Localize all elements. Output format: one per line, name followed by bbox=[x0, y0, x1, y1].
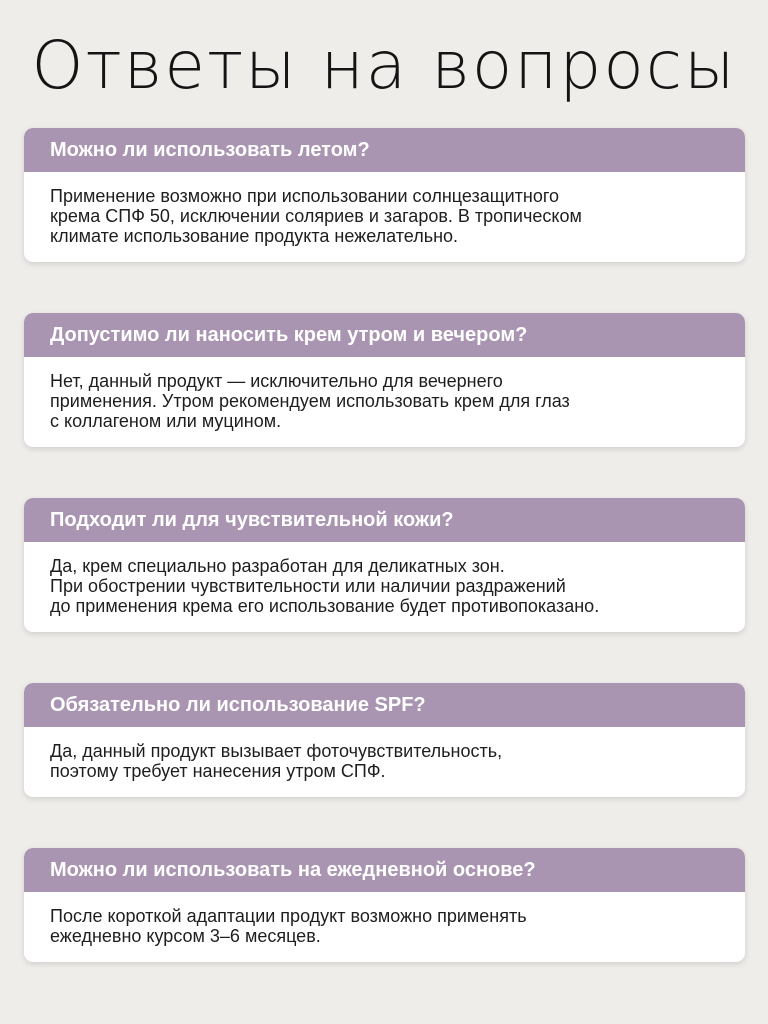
faq-answer: После короткой адаптации продукт возможно применять ежедневно курсом 3–6 месяцев. bbox=[50, 906, 527, 946]
faq-card-sensitive-skin bbox=[24, 498, 745, 632]
faq-question: Можно ли использовать летом? bbox=[24, 128, 745, 172]
faq-card-daily-use bbox=[24, 848, 745, 962]
faq-question: Можно ли использовать на ежедневной основе? bbox=[24, 848, 745, 892]
faq-card-spf bbox=[24, 683, 745, 797]
faq-card-morning-evening bbox=[24, 313, 745, 447]
faq-answer: Да, данный продукт вызывает фоточувствительность, поэтому требует нанесения утром СПФ. bbox=[50, 741, 503, 781]
faq-answer: Нет, данный продукт — исключительно для вечернего применения. Утром рекомендуем использовать крем для глаз с коллагеном или муцином. bbox=[50, 371, 570, 431]
faq-question: Обязательно ли использование SPF? bbox=[24, 683, 745, 727]
faq-question: Подходит ли для чувствительной кожи? bbox=[24, 498, 745, 542]
faq-answer: Применение возможно при использовании солнцезащитного крема СПФ 50, исключении соляриев и загаров. В тропическом климате использование продукта нежелательно. bbox=[50, 186, 582, 246]
page-title: Ответы на вопросы bbox=[31, 27, 737, 104]
faq-card-summer-use bbox=[24, 128, 745, 262]
faq-answer: Да, крем специально разработан для деликатных зон. При обострении чувствительности или наличии раздражений до применения крема его использование будет противопоказано. bbox=[50, 556, 600, 616]
faq-question: Допустимо ли наносить крем утром и вечером? bbox=[24, 313, 745, 357]
